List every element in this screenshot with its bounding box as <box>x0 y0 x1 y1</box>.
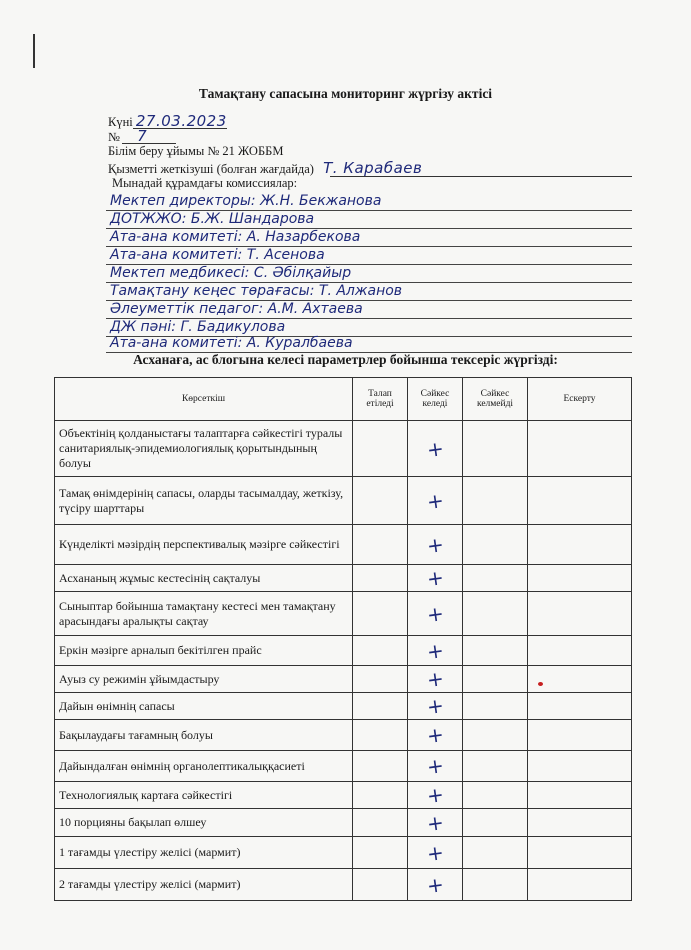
ink-dot <box>538 682 543 686</box>
complies-cell <box>408 782 463 809</box>
table-row <box>55 421 632 477</box>
complies-mark: + <box>425 871 445 898</box>
indicator-cell: Күнделікті мәзірдің перспективалық мәзірге сәйкестігі <box>55 525 353 565</box>
indicator-cell: Ауыз су режимін ұйымдастыру <box>55 666 353 693</box>
required-cell <box>353 421 408 477</box>
table-row <box>55 869 632 901</box>
complies-cell <box>408 421 463 477</box>
complies-cell <box>408 666 463 693</box>
indicator-cell: 1 тағамды үлестіру желісі (мармит) <box>55 837 353 869</box>
commission-line: Мектеп директоры: Ж.Н. Бекжанова <box>106 188 632 211</box>
not-complies-cell <box>463 421 528 477</box>
indicator-cell: Сыныптар бойынша тамақтану кестесі мен тамақтану арасындағы аралықты сақтау <box>55 592 353 636</box>
required-cell <box>353 525 408 565</box>
complies-mark: + <box>425 839 445 866</box>
indicator-cell: 10 порцияны бақылап өлшеу <box>55 809 353 837</box>
school-name: Білім беру ұйымы № 21 ЖОББМ <box>108 144 284 158</box>
date-handwritten: 27.03.2023 <box>135 112 227 130</box>
table-row <box>55 837 632 869</box>
supplier-underline <box>330 176 632 177</box>
commission-line: Мектеп медбикесі: С. Әбілқайыр <box>106 260 632 283</box>
indicator-cell: Технологиялық картаға сәйкестігі <box>55 782 353 809</box>
not-complies-cell <box>463 636 528 666</box>
header-required: Талап етіледі <box>353 378 408 421</box>
not-complies-cell <box>463 869 528 901</box>
required-cell <box>353 693 408 720</box>
not-complies-cell <box>463 592 528 636</box>
table-row <box>55 636 632 666</box>
header-not-complies: Сәйкес келмейді <box>463 378 528 421</box>
note-cell <box>528 693 632 720</box>
table-row <box>55 477 632 525</box>
check-intro: Асханаға, ас блогына келесі параметрлер бойынша тексеріс жүргізді: <box>133 352 558 367</box>
not-complies-cell <box>463 751 528 782</box>
indicator-cell: Асхананың жұмыс кестесінің сақталуы <box>55 565 353 592</box>
note-cell <box>528 477 632 525</box>
required-cell <box>353 666 408 693</box>
note-cell <box>528 666 632 693</box>
complies-mark: + <box>425 721 445 749</box>
table-row <box>55 525 632 565</box>
note-cell <box>528 421 632 477</box>
complies-cell <box>408 565 463 592</box>
complies-cell <box>408 592 463 636</box>
number-handwritten: 7 <box>137 127 148 145</box>
note-cell <box>528 720 632 751</box>
note-cell <box>528 565 632 592</box>
required-cell <box>353 751 408 782</box>
header-complies: Сәйкес келеді <box>408 378 463 421</box>
commission-line: ДОТЖЖО: Б.Ж. Шандарова <box>106 206 632 229</box>
required-cell <box>353 782 408 809</box>
note-cell <box>528 592 632 636</box>
supplier-label: Қызметті жеткізуші (болған жағдайда) <box>108 162 314 176</box>
complies-cell <box>408 693 463 720</box>
document-title: Тамақтану сапасына мониторинг жүргізу актісі <box>198 86 493 101</box>
complies-mark: + <box>425 692 445 720</box>
complies-mark: + <box>425 435 445 462</box>
complies-cell <box>408 636 463 666</box>
table-row <box>55 782 632 809</box>
complies-mark: + <box>425 752 445 780</box>
indicator-cell: Дайындалған өнімнің органолептикалыққасиеті <box>55 751 353 782</box>
note-cell <box>528 636 632 666</box>
required-cell <box>353 869 408 901</box>
commission-line: Әлеуметтік педагог: А.М. Ахтаева <box>106 296 632 319</box>
note-cell <box>528 525 632 565</box>
complies-mark: + <box>425 600 445 627</box>
commission-line: Ата-ана комитеті: А. Назарбекова <box>106 224 632 247</box>
header-note: Ескерту <box>528 378 632 421</box>
table-row <box>55 751 632 782</box>
not-complies-cell <box>463 837 528 869</box>
not-complies-cell <box>463 782 528 809</box>
required-cell <box>353 565 408 592</box>
indicator-cell: Объектінің қолданыстағы талаптарға сәйкестігі туралы санитариялық-эпидемиологиялық қорытындының болуы <box>55 421 353 477</box>
complies-cell <box>408 751 463 782</box>
binder-edge-mark <box>33 34 35 68</box>
indicator-cell: Еркін мәзірге арналып бекітілген прайс <box>55 636 353 666</box>
complies-mark: + <box>425 809 445 836</box>
indicator-cell: 2 тағамды үлестіру желісі (мармит) <box>55 869 353 901</box>
not-complies-cell <box>463 477 528 525</box>
note-cell <box>528 837 632 869</box>
complies-mark: + <box>425 637 445 664</box>
complies-mark: + <box>425 487 445 514</box>
table-row <box>55 720 632 751</box>
required-cell <box>353 809 408 837</box>
header-indicator: Көрсеткіш <box>55 378 353 421</box>
required-cell <box>353 837 408 869</box>
not-complies-cell <box>463 720 528 751</box>
supplier-handwritten: Т. Карабаев <box>323 159 423 177</box>
table-row <box>55 592 632 636</box>
required-cell <box>353 477 408 525</box>
table-row <box>55 809 632 837</box>
not-complies-cell <box>463 809 528 837</box>
commission-line: ДЖ пәні: Г. Бадикулова <box>106 314 632 337</box>
table-header-row <box>55 378 632 421</box>
required-cell <box>353 636 408 666</box>
commission-line: Тамақтану кеңес төрағасы: Т. Алжанов <box>106 278 632 301</box>
complies-cell <box>408 809 463 837</box>
commission-line: Ата-ана комитеті: Т. Асенова <box>106 242 632 265</box>
supplier-row <box>108 159 422 177</box>
note-cell <box>528 869 632 901</box>
not-complies-cell <box>463 693 528 720</box>
not-complies-cell <box>463 666 528 693</box>
required-cell <box>353 592 408 636</box>
number-label: № <box>108 130 120 144</box>
commission-line: Ата-ана комитеті: А. Куралбаева <box>106 330 632 353</box>
required-cell <box>353 720 408 751</box>
note-cell <box>528 782 632 809</box>
note-cell <box>528 751 632 782</box>
complies-mark: + <box>425 781 445 809</box>
indicator-cell: Бақылаудағы тағамның болуы <box>55 720 353 751</box>
not-complies-cell <box>463 525 528 565</box>
monitoring-table <box>54 377 632 901</box>
complies-cell <box>408 477 463 525</box>
note-cell <box>528 809 632 837</box>
complies-cell <box>408 837 463 869</box>
complies-mark: + <box>425 665 445 693</box>
complies-mark: + <box>425 531 445 558</box>
complies-cell <box>408 869 463 901</box>
complies-cell <box>408 525 463 565</box>
indicator-cell: Тамақ өнімдерінің сапасы, оларды тасымалдау, жеткізу, түсіру шарттары <box>55 477 353 525</box>
not-complies-cell <box>463 565 528 592</box>
table-row <box>55 693 632 720</box>
table-row <box>55 666 632 693</box>
complies-cell <box>408 720 463 751</box>
complies-mark: + <box>425 564 445 592</box>
date-label: Күні <box>108 115 133 129</box>
indicator-cell: Дайын өнімнің сапасы <box>55 693 353 720</box>
table-row <box>55 565 632 592</box>
commission-label: Мынадай құрамдағы комиссиялар: <box>112 176 298 190</box>
